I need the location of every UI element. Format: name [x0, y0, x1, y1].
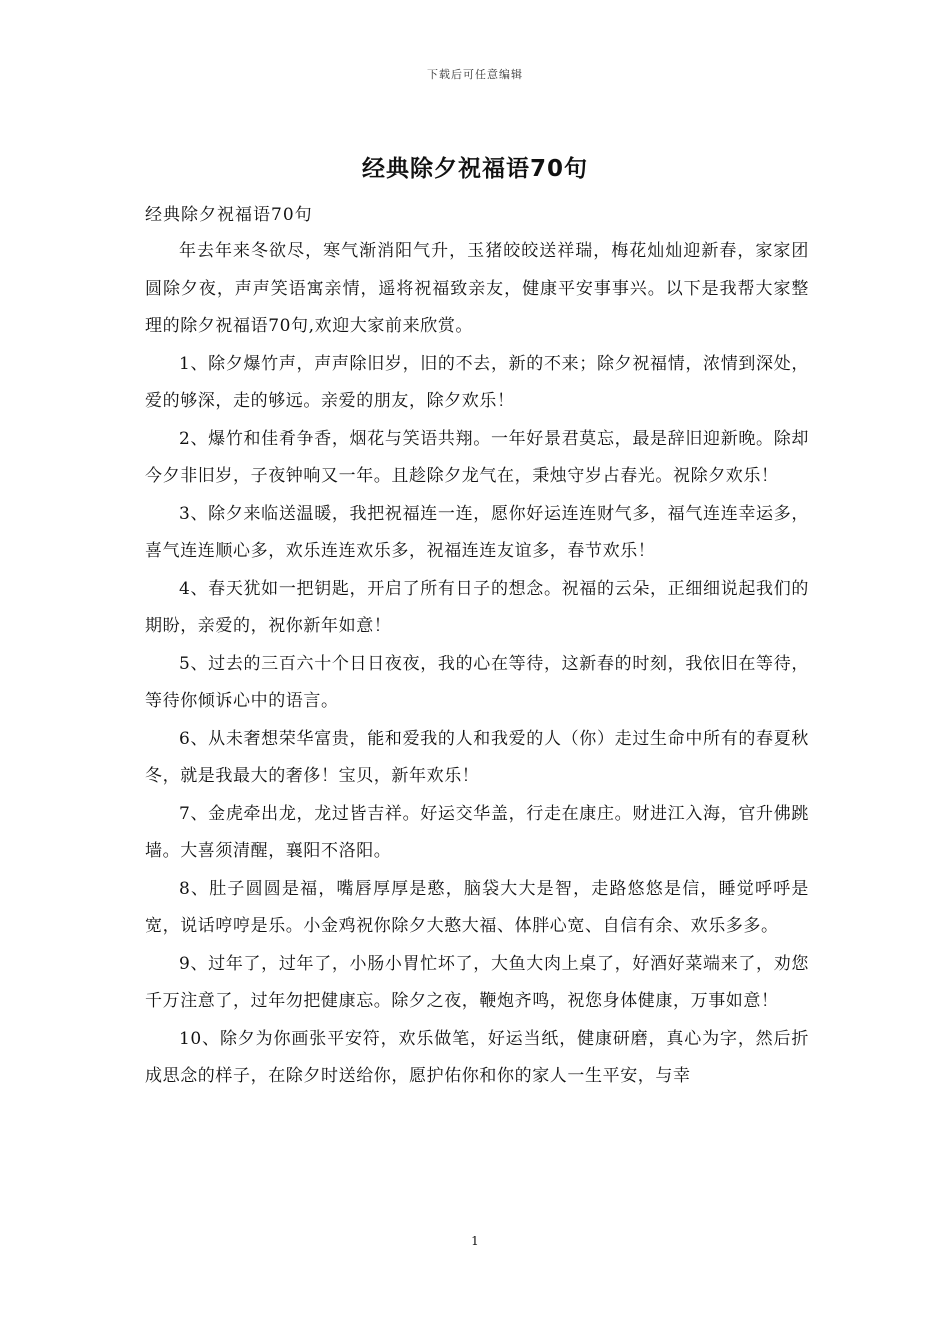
page-header-note: 下载后可任意编辑: [427, 68, 523, 81]
paragraph-item-4: 4、春天犹如一把钥匙，开启了所有日子的想念。祝福的云朵，正细细说起我们的期盼，亲爱的，祝你新年如意！: [145, 578, 809, 636]
paragraph-item-3: 3、除夕来临送温暖，我把祝福连一连，愿你好运连连财气多，福气连连幸运多，喜气连连顺心多，欢乐连连欢乐多，祝福连连友谊多，春节欢乐！: [145, 503, 809, 561]
paragraph-item-8: 8、肚子圆圆是福，嘴唇厚厚是憨，脑袋大大是智，走路悠悠是信，睡觉呼呼是宽，说话哼哼是乐。小金鸡祝你除夕大憨大福、体胖心宽、自信有余、欢乐多多。: [145, 878, 809, 936]
document-title: 经典除夕祝福语70句: [361, 156, 588, 182]
paragraph-item-6: 6、从未奢想荣华富贵，能和爱我的人和我爱的人（你）走过生命中所有的春夏秋冬，就是我最大的奢侈！宝贝，新年欢乐！: [145, 728, 809, 786]
paragraph-item-2: 2、爆竹和佳肴争香，烟花与笑语共翔。一年好景君莫忘，最是辞旧迎新晚。除却今夕非旧岁，子夜钟响又一年。且趁除夕龙气在，秉烛守岁占春光。祝除夕欢乐！: [145, 428, 809, 486]
document-subtitle: 经典除夕祝福语70句: [145, 205, 313, 225]
paragraph-item-7: 7、金虎牵出龙，龙过皆吉祥。好运交华盖，行走在康庄。财进江入海，官升佛跳墙。大喜须清醒，襄阳不洛阳。: [145, 803, 809, 861]
paragraph-intro: 年去年来冬欲尽，寒气渐消阳气升，玉猪皎皎送祥瑞，梅花灿灿迎新春，家家团圆除夕夜，声声笑语寓亲情，遥将祝福致亲友，健康平安事事兴。以下是我帮大家整理的除夕祝福语70句,欢迎大家前来欣赏。: [145, 241, 809, 336]
document-body: [145, 233, 809, 1096]
paragraph-item-1: 1、除夕爆竹声，声声除旧岁，旧的不去，新的不来；除夕祝福情，浓情到深处，爱的够深，走的够远。亲爱的朋友，除夕欢乐！: [145, 353, 809, 411]
paragraph-item-10: 10、除夕为你画张平安符，欢乐做笔，好运当纸，健康研磨，真心为字，然后折成思念的样子，在除夕时送给你，愿护佑你和你的家人一生平安，与幸: [145, 1028, 809, 1086]
paragraph-item-5: 5、过去的三百六十个日日夜夜，我的心在等待，这新春的时刻，我依旧在等待，等待你倾诉心中的语言。: [145, 653, 809, 711]
page-number: 1: [471, 1234, 479, 1248]
paragraph-item-9: 9、过年了，过年了，小肠小胃忙坏了，大鱼大肉上桌了，好酒好菜端来了，劝您千万注意了，过年勿把健康忘。除夕之夜，鞭炮齐鸣，祝您身体健康，万事如意！: [145, 953, 809, 1011]
